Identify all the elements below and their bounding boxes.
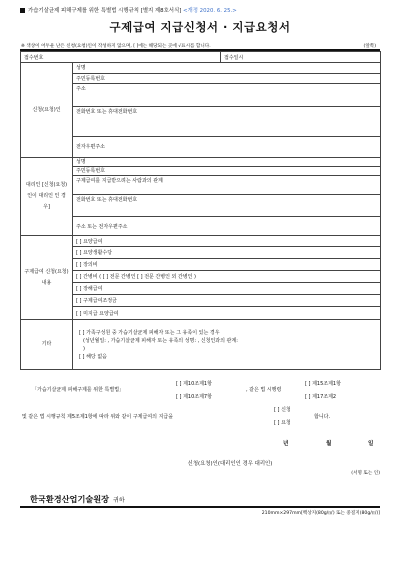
agent-section-label: 대리인 [신청(요청) 인이 대리인 인 경우] xyxy=(21,158,73,236)
page-side-label: (앞쪽) xyxy=(363,44,376,49)
recipient-honorific: 귀하 xyxy=(113,497,125,504)
date-month-label: 월 xyxy=(326,441,332,447)
statement-end: 합니다. xyxy=(314,414,331,420)
benefit-option-funeral-label: [ ] 장의비 xyxy=(76,262,98,268)
applicant-rrn-field[interactable] xyxy=(73,73,381,84)
benefit-option-living-label: [ ] 요양생활수당 xyxy=(76,250,113,256)
agent-rrn-field[interactable] xyxy=(73,166,381,175)
receipt-datetime-cell xyxy=(221,52,381,63)
benefit-option-funeral[interactable] xyxy=(73,259,381,271)
benefit-option-adjustment-label: [ ] 구제급여조정금 xyxy=(76,298,117,304)
statement-mid-text: , 같은 법 시행령 xyxy=(246,387,282,393)
etc-row xyxy=(21,320,381,370)
statement-option-b1[interactable]: [ ] 제15조제1항 xyxy=(305,381,341,387)
benefit-option-medical-label: [ ] 요양급여 xyxy=(76,238,103,245)
agent-row xyxy=(21,158,381,167)
etc-content xyxy=(73,320,381,370)
application-table xyxy=(20,51,381,370)
benefit-option-nursing-label: [ ] 간병비 ( [ ] 전문 간병인 [ ] 전문 간병인 외 간병인 ) xyxy=(76,274,196,280)
benefit-option-medical[interactable] xyxy=(73,236,381,247)
receipt-row xyxy=(21,52,381,63)
applicant-address-label: 주소 xyxy=(76,86,86,93)
instruction-notice: ※ 색상이 어두운 난은 신청(요청)인이 작성하지 않으며, [ ]에는 해당되는 곳에 √표시를 합니다. xyxy=(21,44,211,49)
applicant-name-label: 성명 xyxy=(76,65,86,72)
statement-law-name: 「가습기살균제 피해구제를 위한 특별법」 xyxy=(32,387,125,393)
receipt-number-cell xyxy=(21,52,221,63)
statement-option-a2[interactable]: [ ] 제10조제7항 xyxy=(176,394,212,400)
benefit-option-disability-label: [ ] 장해급여 xyxy=(76,286,103,292)
statement-line2: 및 같은 법 시행규칙 제5조제1항에 따라 위와 같이 구제급여의 지급을 xyxy=(22,414,174,420)
applicant-rrn-label: 주민등록번호 xyxy=(76,76,105,83)
header-law-reference: 가습기살균제 피해구제를 위한 특별법 시행규칙 [별지 제8호서식] xyxy=(28,8,182,14)
statement-option-request[interactable]: [ ] 요청 xyxy=(274,420,291,426)
agent-address-email-label: 주소 또는 전자우편주소 xyxy=(76,223,128,230)
signer-label: 신청(요청)인(대리인인 경우 대리인) xyxy=(187,461,273,467)
statement-option-a1[interactable]: [ ] 제10조제1항 xyxy=(176,381,212,387)
etc-section-label: 기타 xyxy=(21,320,73,370)
benefit-option-disability[interactable] xyxy=(73,283,381,295)
benefit-option-nursing[interactable] xyxy=(73,271,381,283)
agent-name-field[interactable] xyxy=(73,158,381,167)
benefit-option-unpaid-label: [ ] 미지급 요양급여 xyxy=(76,310,119,317)
agent-address-email-field[interactable] xyxy=(73,217,381,236)
applicant-email-label: 전자우편주소 xyxy=(76,144,105,151)
benefit-option-unpaid[interactable] xyxy=(73,307,381,320)
family-detail-line: (성년월일: , 가습기살균제 피해자 또는 유족의 성명: , 신청인과의 관계: xyxy=(83,337,238,344)
applicant-address-field[interactable] xyxy=(73,84,381,107)
recipient-name: 한국환경산업기술원장 xyxy=(30,494,110,504)
agent-rrn-label: 주민등록번호 xyxy=(76,168,105,175)
family-checkbox-line[interactable]: [ ] 가족구성원 중 가습기살균제 피해자 또는 그 유족이 있는 경우 xyxy=(79,329,220,336)
applicant-phone-field[interactable] xyxy=(73,107,381,136)
family-detail-close: ) xyxy=(83,345,85,352)
receipt-datetime-label: 접수일시 xyxy=(224,54,244,61)
benefit-section-label: 구제급여 신청(요청) 내용 xyxy=(21,236,73,320)
date-year-label: 년 xyxy=(283,441,289,447)
recipient xyxy=(30,494,125,505)
sign-note: (서명 또는 인) xyxy=(351,471,380,476)
statement-option-b2[interactable]: [ ] 제17조제2 xyxy=(305,394,337,400)
agent-name-label: 성명 xyxy=(76,159,86,166)
square-bullet-icon xyxy=(20,8,25,13)
applicant-phone-label: 전화번호 또는 휴대전화번호 xyxy=(76,109,138,116)
benefit-row xyxy=(21,236,381,247)
statement-option-apply[interactable]: [ ] 신청 xyxy=(274,407,291,413)
applicant-email-field[interactable] xyxy=(73,136,381,157)
applicant-name-field[interactable] xyxy=(73,63,381,74)
agent-phone-label: 전화번호 또는 휴대전화번호 xyxy=(76,197,138,204)
revision-note: <개정 2020. 6. 25.> xyxy=(183,8,237,14)
agent-relation-label: 구제급여를 지급받으려는 사람과의 관계 xyxy=(76,177,163,184)
agent-phone-field[interactable] xyxy=(73,195,381,217)
form-title: 구제급여 지급신청서 · 지급요청서 xyxy=(109,20,291,34)
receipt-number-label: 접수번호 xyxy=(24,54,44,61)
paper-spec: 210mm×297mm[백상지(80g/㎡) 또는 중질지(80g/㎡)] xyxy=(261,511,380,516)
applicant-section-label: 신청(요청)인 xyxy=(21,63,73,158)
benefit-option-adjustment[interactable] xyxy=(73,295,381,307)
form-header-note xyxy=(20,6,237,14)
not-applicable-checkbox-line[interactable]: [ ] 해당 없음 xyxy=(79,353,107,360)
bottom-divider xyxy=(20,506,380,508)
date-day-label: 일 xyxy=(368,441,374,447)
applicant-row xyxy=(21,63,381,74)
benefit-option-living[interactable] xyxy=(73,247,381,259)
agent-relation-field[interactable] xyxy=(73,175,381,195)
